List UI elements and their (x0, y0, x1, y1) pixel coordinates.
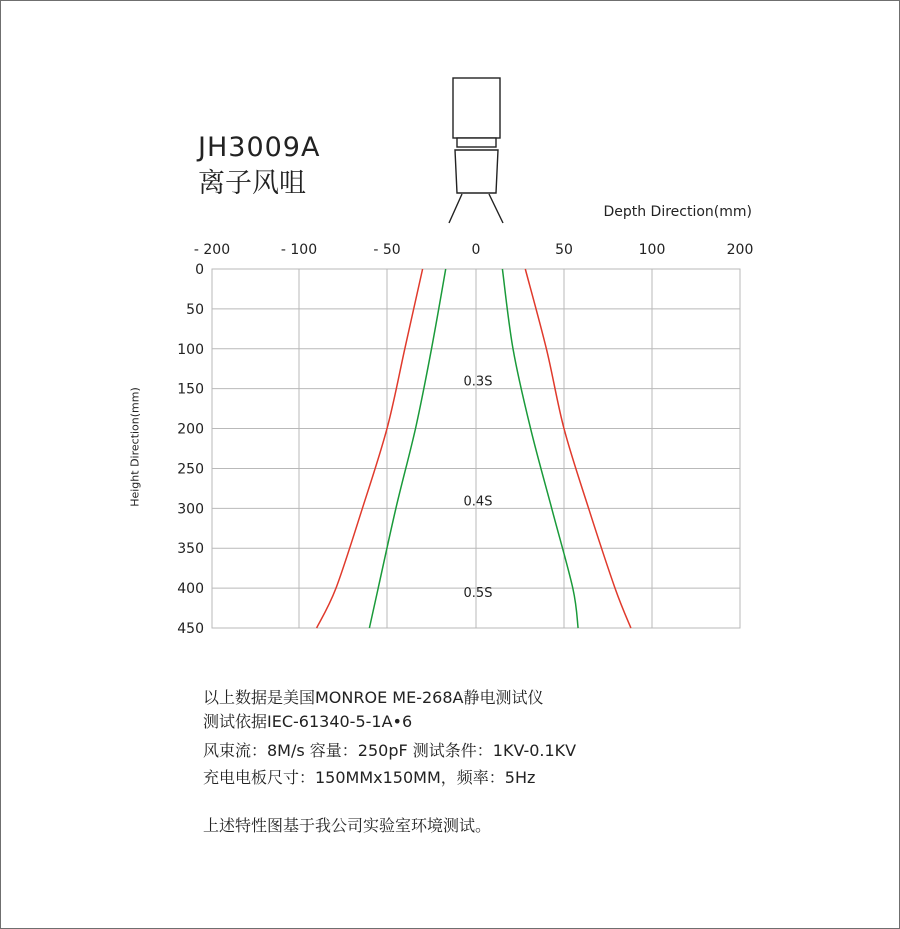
y-tick-label: 100 (177, 341, 204, 358)
x-tick-label: - 100 (280, 242, 318, 258)
y-tick-label: 50 (186, 301, 204, 318)
x-tick-label: 200 (726, 242, 754, 258)
chart-curves (317, 269, 631, 628)
x-tick-label: - 200 (193, 242, 231, 258)
note-line-3: 风束流：8M/s 容量：250pF 测试条件：1KV-0.1KV (203, 741, 577, 760)
y-tick-label: 250 (177, 461, 204, 478)
y-axis-label: Height Direction(mm) (128, 387, 142, 507)
y-axis-ticks (177, 262, 204, 637)
x-tick-label: - 50 (373, 242, 401, 258)
y-tick-label: 300 (177, 501, 204, 518)
x-tick-label: 0 (471, 242, 481, 258)
y-tick-label: 0 (195, 262, 204, 278)
chart-grid (212, 269, 740, 628)
y-tick-label: 150 (177, 381, 204, 398)
time-annotation: 0.5S (463, 586, 493, 602)
model-title: JH3009A (198, 132, 321, 163)
y-tick-label: 350 (177, 541, 204, 558)
y-tick-label: 450 (177, 621, 204, 637)
x-axis-ticks (194, 242, 753, 258)
note-line-5: 上述特性图基于我公司实验室环境测试。 (203, 816, 492, 835)
x-axis-label: Depth Direction(mm) (603, 204, 752, 220)
y-tick-label: 400 (177, 581, 204, 598)
time-annotation: 0.3S (463, 374, 493, 390)
product-name: 离子风咀 (198, 168, 306, 199)
x-tick-label: 100 (638, 242, 666, 258)
x-tick-label: 50 (555, 242, 573, 258)
series-line (525, 269, 631, 628)
note-line-4: 充电电板尺寸：150MMx150MM，频率：5Hz (203, 768, 536, 787)
note-line-2: 测试依据IEC-61340-5-1A•6 (203, 712, 413, 731)
y-tick-label: 200 (177, 421, 204, 438)
time-annotation: 0.4S (463, 494, 493, 510)
note-line-1: 以上数据是美国MONROE ME-268A静电测试仪 (203, 688, 544, 707)
nozzle-icon (449, 78, 503, 223)
series-line (317, 269, 423, 628)
chart-annotations (464, 375, 493, 601)
